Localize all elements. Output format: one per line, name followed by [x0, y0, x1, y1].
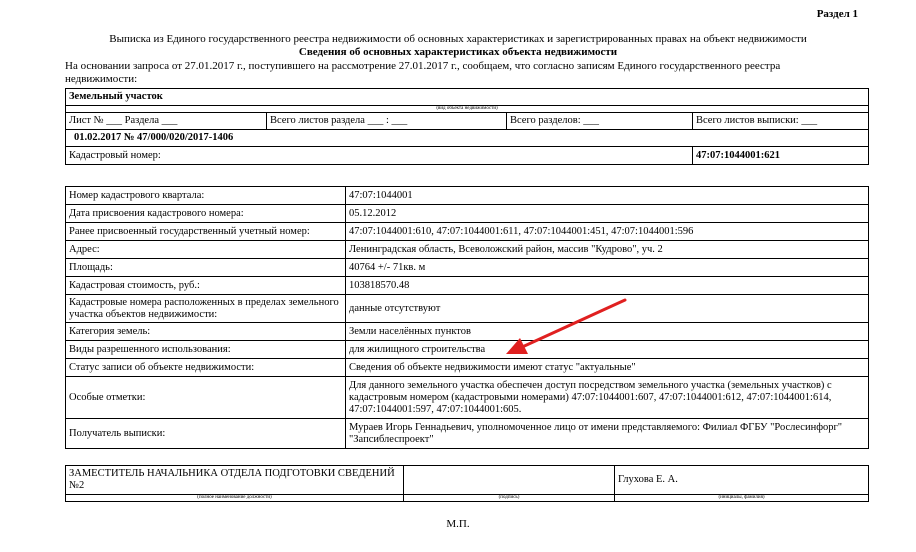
detail-value: 103818570.48	[346, 277, 869, 295]
red-arrow-icon	[490, 292, 640, 362]
caption-signature: (подпись)	[404, 495, 615, 502]
caption-name: (инициалы, фамилия)	[615, 495, 869, 502]
signatory-position: ЗАМЕСТИТЕЛЬ НАЧАЛЬНИКА ОТДЕЛА ПОДГОТОВКИ СВЕДЕНИЙ №2	[66, 466, 404, 495]
detail-value: 40764 +/- 71кв. м	[346, 259, 869, 277]
detail-value: Для данного земельного участка обеспечен доступ посредством земельного участка (земельных участков) с кадастровым номером (кадастровыми номерами) 47:07:1044001:607, 47:07:1044001:612, 47:07:1044001:614, 47:07:1044001:597, 47:07:1044001:605.	[346, 377, 869, 419]
object-type: Земельный участок	[66, 89, 869, 106]
date-and-number: 01.02.2017 № 47/000/020/2017-1406	[66, 130, 869, 147]
detail-label: Ранее присвоенный государственный учетный номер:	[66, 223, 346, 241]
sheet-number: Лист № ___ Раздела ___	[66, 113, 267, 130]
object-table	[65, 88, 869, 165]
document-subtitle: Сведения об основных характеристиках объекта недвижимости	[298, 46, 618, 58]
signatory-name: Глухова Е. А.	[615, 466, 869, 495]
document-title: Выписка из Единого государственного реестра недвижимости об основных характеристиках и зарегистрированных правах на объект недвижимости	[109, 33, 807, 45]
caption-position: (полное наименование должности)	[66, 495, 404, 502]
detail-label: Особые отметки:	[66, 377, 346, 419]
detail-value: 47:07:1044001	[346, 187, 869, 205]
detail-label: Кадастровая стоимость, руб.:	[66, 277, 346, 295]
detail-label: Дата присвоения кадастрового номера:	[66, 205, 346, 223]
sheets-total: Всего листов выписки: ___	[693, 113, 869, 130]
detail-label: Статус записи об объекте недвижимости:	[66, 359, 346, 377]
cadastral-number-label: Кадастровый номер:	[66, 147, 693, 165]
detail-label: Категория земель:	[66, 323, 346, 341]
signature-table	[65, 465, 869, 502]
detail-label: Площадь:	[66, 259, 346, 277]
detail-value: 05.12.2012	[346, 205, 869, 223]
detail-label: Адрес:	[66, 241, 346, 259]
detail-value: Сведения об объекте недвижимости имеют статус "актуальные"	[346, 359, 869, 377]
detail-value: данные отсутствуют	[346, 295, 869, 323]
detail-value: Земли населённых пунктов	[346, 323, 869, 341]
detail-value: для жилищного строительства	[346, 341, 869, 359]
stamp-place: М.П.	[446, 518, 470, 530]
signature-field	[404, 466, 615, 495]
object-type-caption: (вид объекта недвижимости)	[66, 106, 869, 113]
detail-label: Виды разрешенного использования:	[66, 341, 346, 359]
cadastral-number-value: 47:07:1044001:621	[693, 147, 869, 165]
detail-label: Кадастровые номера расположенных в пределах земельного участка объектов недвижимости:	[66, 295, 346, 323]
details-table	[65, 186, 869, 449]
sections-total: Всего разделов: ___	[507, 113, 693, 130]
detail-value: Мураев Игорь Геннадьевич, уполномоченное лицо от имени представляемого: Филиал ФГБУ "Рослесинфорг" "Запсиблеспроект"	[346, 419, 869, 449]
detail-value: 47:07:1044001:610, 47:07:1044001:611, 47:07:1044001:451, 47:07:1044001:596	[346, 223, 869, 241]
basis-paragraph: На основании запроса от 27.01.2017 г., поступившего на рассмотрение 27.01.2017 г., сообщаем, что согласно записям Единого государственного реестра недвижимости:	[65, 60, 781, 85]
detail-value: Ленинградская область, Всеволожский район, массив "Кудрово", уч. 2	[346, 241, 869, 259]
sheets-in-section: Всего листов раздела ___ : ___	[267, 113, 507, 130]
detail-label: Получатель выписки:	[66, 419, 346, 449]
detail-label: Номер кадастрового квартала:	[66, 187, 346, 205]
section-label: Раздел 1	[816, 8, 858, 20]
